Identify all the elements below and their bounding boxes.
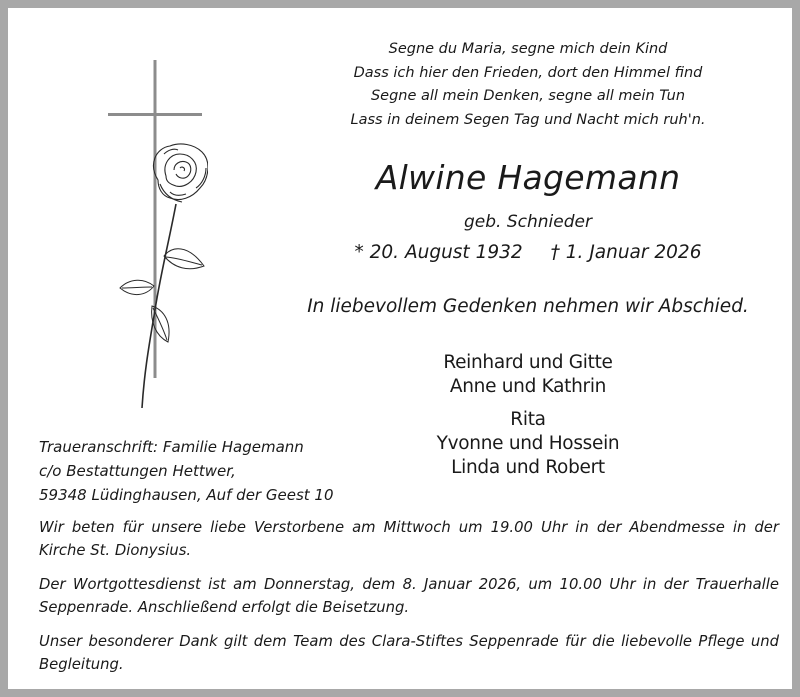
- address-line: Traueranschrift: Familie Hagemann: [39, 438, 304, 456]
- poem: [308, 38, 748, 132]
- farewell-text: In liebevollem Gedenken nehmen wir Abschied.: [307, 296, 749, 317]
- death-date: † 1. Januar 2026: [550, 242, 702, 263]
- poem-line: Lass in deinem Segen Tag und Nacht mich ruh'n.: [350, 111, 706, 128]
- life-dates: [308, 242, 748, 263]
- address-line: c/o Bestattungen Hettwer,: [39, 462, 236, 480]
- poem-line: Dass ich hier den Frieden, dort den Himmel find: [353, 64, 703, 81]
- mourner: Linda und Robert: [451, 457, 605, 478]
- address-line: 59348 Lüdinghausen, Auf der Geest 10: [39, 486, 334, 504]
- mourner: Anne und Kathrin: [449, 376, 607, 397]
- service-notes: [39, 517, 779, 688]
- mourner: Yvonne und Hossein: [436, 433, 620, 454]
- note-paragraph: Der Wortgottesdienst ist am Donnerstag, dem 8. Januar 2026, um 10.00 Uhr in der Trauerhalle Seppenrade. Anschließend erfolgt die Beisetzung.: [39, 576, 779, 616]
- mourner: Reinhard und Gitte: [443, 352, 613, 373]
- mourner: Rita: [510, 409, 546, 430]
- birth-date: * 20. August 1932: [354, 242, 523, 263]
- mourners-list: [368, 351, 688, 480]
- mourning-address: [39, 435, 359, 507]
- note-paragraph: Unser besonderer Dank gilt dem Team des Clara-Stiftes Seppenrade für die liebevolle Pflege und Begleitung.: [39, 633, 779, 673]
- deceased-name: Alwine Hagemann: [375, 158, 681, 197]
- poem-line: Segne all mein Denken, segne all mein Tun: [370, 88, 686, 104]
- cross-with-rose-icon: [108, 56, 208, 416]
- birth-name: geb. Schnieder: [464, 212, 592, 232]
- poem-line: Segne du Maria, segne mich dein Kind: [388, 41, 668, 57]
- note-paragraph: Wir beten für unsere liebe Verstorbene am Mittwoch um 19.00 Uhr in der Abendmesse in der Kirche St. Dionysius.: [39, 519, 779, 559]
